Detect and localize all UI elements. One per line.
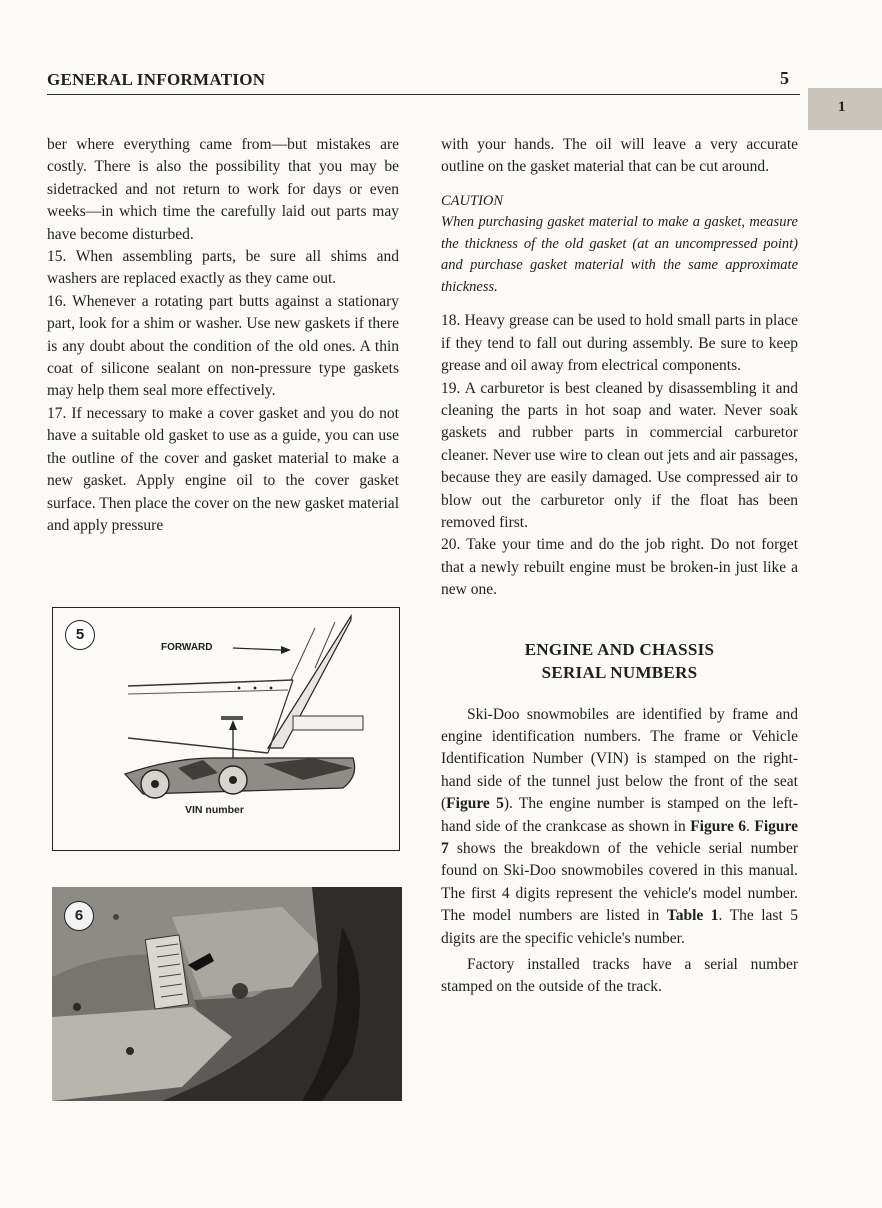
caution-box [441, 191, 798, 299]
text-run: . [746, 817, 755, 835]
track-serial-paragraph: Factory installed tracks have a serial number stamped on the outside of the track. [441, 956, 798, 996]
text-run: ). The engine number is stamped on the left-hand side of the crankcase as shown in [441, 795, 799, 835]
figure-7-reference: Figure 7 [441, 817, 799, 858]
paragraph-continued: ber where everything came from—but mistakes are costly. There is also the possibility that you may be sidetracked and not return to work for days or even weeks—in which time the carefully laid out parts may have become disturbed. [47, 136, 399, 243]
forward-label: FORWARD [161, 642, 213, 653]
vin-number-label: VIN number [185, 804, 244, 816]
text-run: shows the breakdown of the vehicle serial number found on Ski-Doo snowmobiles covered in this manual. The first 4 digits represent the vehicle's model number. The model numbers are listed in [441, 840, 798, 925]
figure-6-photo [52, 887, 402, 1101]
chapter-tab [808, 88, 882, 130]
paragraph-18: 18. Heavy grease can be used to hold small parts in place if they tend to fall out during assembly. Be sure to keep grease and oil away from electrical components. [441, 312, 798, 375]
figure-6-number: 6 [64, 901, 94, 931]
left-column [47, 134, 399, 537]
table-1-reference: Table 1 [666, 907, 719, 925]
paragraph-17: 17. If necessary to make a cover gasket and you do not have a suitable old gasket to use as a guide, you can use the outline of the cover and gasket material to make a new gasket. Apply engine oil to the cover gasket surface. Then place the cover on the new gasket material and apply pressure [47, 404, 399, 534]
figure-6 [52, 887, 402, 1101]
paragraph-16: 16. Whenever a rotating part butts against a stationary part, look for a shim or washer. Use new gaskets if there is any doubt about the condition of the old ones. A thin coat of silicone sealant on non-pressure type gaskets may help them seal more effectively. [47, 292, 399, 400]
caution-text: When purchasing gasket material to make a gasket, measure the thickness of the old gasket (at an uncompressed point) and purchase gasket material with the same approximate thickness. [441, 214, 798, 295]
figure-5 [52, 607, 400, 851]
text-run: . The last 5 digits are the specific vehicle's number. [441, 907, 799, 947]
paragraph-17-continued: with your hands. The oil will leave a very accurate outline on the gasket material that can be cut around. [441, 136, 798, 176]
chapter-tab-number: 1 [838, 99, 846, 115]
caution-title: CAUTION [441, 192, 504, 209]
text-run: Ski-Doo snowmobiles are identified by frame and engine identification numbers. The frame or Vehicle Identification Number (VIN) is stamped on the right-hand side of the tunnel just below the front of the seat ( [441, 705, 798, 813]
header-rule [47, 94, 800, 95]
right-column [441, 134, 798, 999]
paragraph-20: 20. Take your time and do the job right. Do not forget that a newly rebuilt engine must be broken-in just like a new one. [441, 536, 798, 599]
paragraph-19: 19. A carburetor is best cleaned by disassembling it and cleaning the parts in hot soap and water. Never soak gaskets and rubber parts in commercial carburetor cleaner. Never use wire to clean out jets and air passages, because they are easily damaged. Use compressed air to blow out the carburetor only if the float has been removed first. [441, 379, 798, 531]
page-number: 5 [780, 68, 789, 88]
section-heading-line-2: SERIAL NUMBERS [541, 662, 698, 682]
serial-numbers-paragraph [441, 704, 798, 950]
figure-5-reference: Figure 5 [446, 795, 504, 813]
paragraph-15: 15. When assembling parts, be sure all shims and washers are replaced exactly as they came out. [47, 248, 399, 288]
figure-5-number: 5 [65, 620, 95, 650]
figure-6-reference: Figure 6 [690, 817, 747, 835]
section-heading [441, 638, 798, 684]
page-header-title: GENERAL INFORMATION [47, 70, 266, 89]
section-heading-line-1: ENGINE AND CHASSIS [524, 639, 715, 659]
